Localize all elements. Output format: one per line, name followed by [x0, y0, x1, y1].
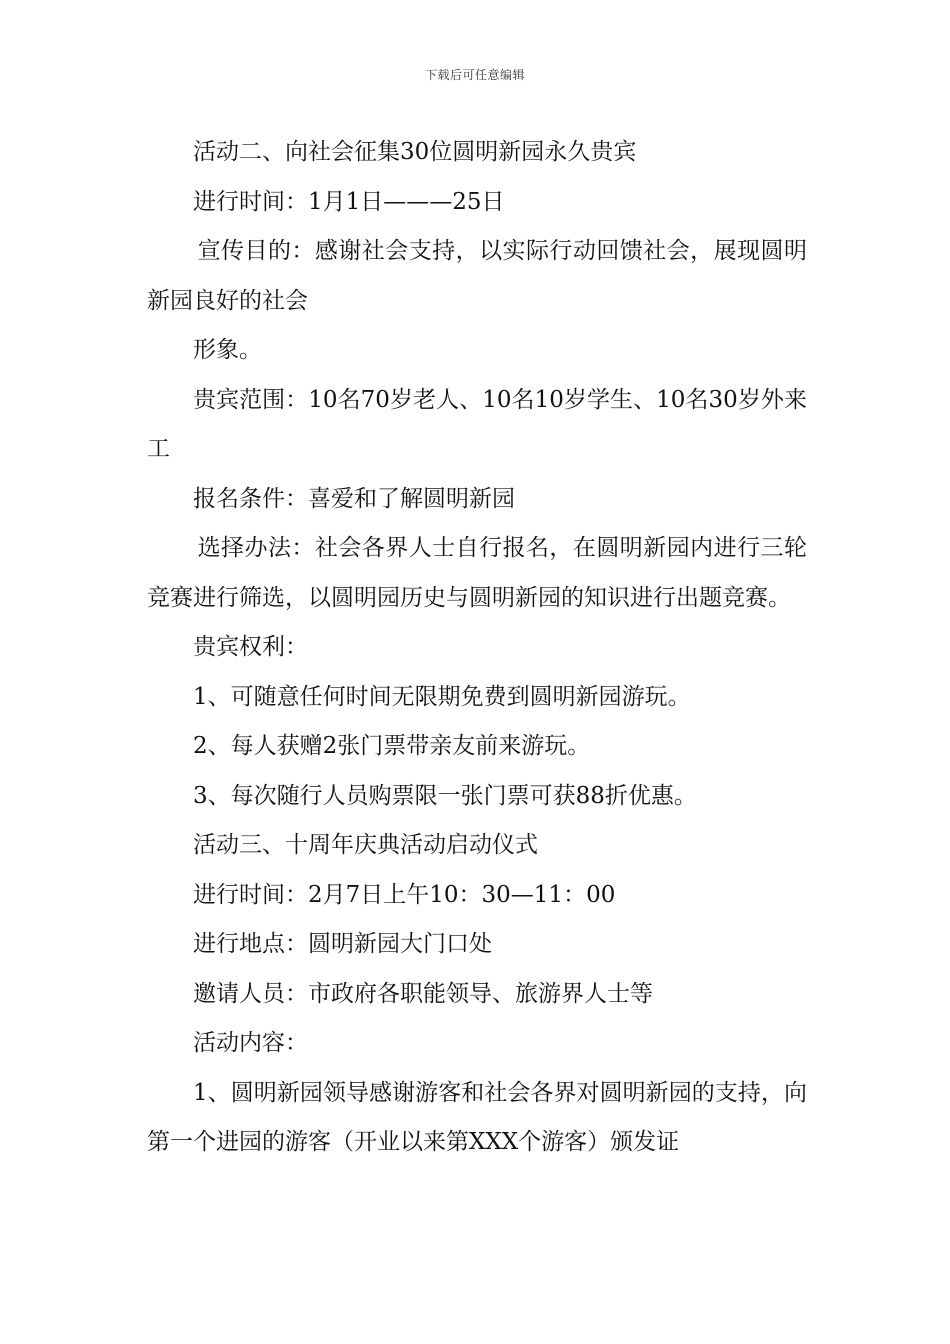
paragraph-registration-conditions: 报名条件：喜爱和了解圆明新园: [193, 485, 515, 512]
page-header-note: 下载后可任意编辑: [424, 68, 525, 82]
paragraph-guest-right-3: 3、每次随行人员购票限一张门票可获88折优惠。: [193, 782, 697, 809]
document-body: [147, 128, 807, 1168]
paragraph-activity-three-title: 活动三、十周年庆典活动启动仪式: [193, 832, 538, 858]
paragraph-publicity-purpose: 宣传目的：感谢社会支持，以实际行动回馈社会，展现圆明新园良好的社会: [147, 238, 807, 314]
paragraph-activity-three-location: 进行地点：圆明新园大门口处: [193, 931, 492, 957]
paragraph-activity-two-title: 活动二、向社会征集30位圆明新园永久贵宾: [193, 139, 637, 165]
paragraph-activity-two-time: 进行时间：1月1日———25日: [193, 188, 505, 215]
paragraph-activity-three-time: 进行时间：2月7日上午10：30—11：00: [193, 881, 616, 908]
paragraph-guest-right-2: 2、每人获赠2张门票带亲友前来游玩。: [193, 733, 591, 759]
paragraph-activity-content-heading: 活动内容：: [193, 1030, 308, 1056]
paragraph-invited-persons: 邀请人员：市政府各职能领导、旅游界人士等: [193, 980, 653, 1007]
paragraph-guest-scope: 贵宾范围：10名70岁老人、10名10岁学生、10名30岁外来工: [147, 386, 807, 462]
paragraph-image-continuation: 形象。: [193, 337, 262, 363]
paragraph-guest-rights-heading: 贵宾权利：: [193, 634, 308, 660]
paragraph-guest-right-1: 1、可随意任何时间无限期免费到圆明新园游玩。: [193, 683, 691, 710]
paragraph-activity-content-1: 1、圆明新园领导感谢游客和社会各界对圆明新园的支持，向第一个进园的游客（开业以来第XXX个游客）颁发证: [147, 1079, 807, 1155]
paragraph-selection-method: 选择办法：社会各界人士自行报名，在圆明新园内进行三轮竞赛进行筛选，以圆明园历史与圆明新园的知识进行出题竞赛。: [147, 535, 807, 611]
